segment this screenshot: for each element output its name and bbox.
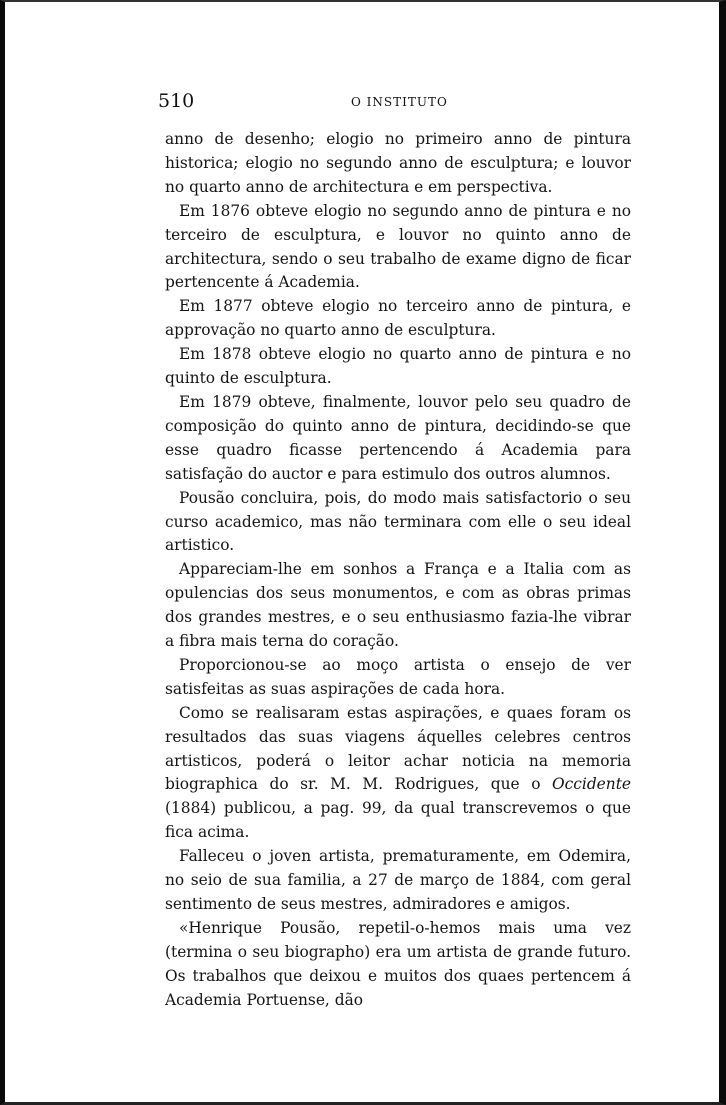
periodical-title: Occidente <box>552 775 631 794</box>
paragraph: Em 1878 obteve elogio no quarto anno de pintura e no quinto de esculptura. <box>165 345 631 388</box>
paragraph: anno de desenho; elogio no primeiro anno de pintura historica; elogio no segundo anno de esculptura; e louvor no quarto anno de architectura e em perspectiva. <box>165 130 631 196</box>
paragraph: Falleceu o joven artista, prematuramente, em Odemira, no seio de sua familia, a 27 de março de 1884, com geral sentimento de seus mestres, admiradores e amigos. <box>165 847 631 913</box>
body-text <box>165 128 631 1013</box>
paragraph: Proporcionou-se ao moço artista o ensejo de ver satisfeitas as suas aspirações de cada hora. <box>165 655 631 698</box>
paragraph: Em 1877 obteve elogio no terceiro anno de pintura, e approvação no quarto anno de esculptura. <box>165 297 631 340</box>
paragraph: Em 1879 obteve, finalmente, louvor pelo seu quadro de composição do quinto anno de pintura, decidindo-se que esse quadro ficasse pertencendo á Academia para satisfação do auctor e para estimulo dos outros alumnos. <box>165 392 631 483</box>
page-number: 510 <box>158 90 195 112</box>
paragraph: «Henrique Pousão, repetil-o-hemos mais uma vez (termina o seu biographo) era um artista de grande futuro. Os trabalhos que deixou e muitos dos quaes pertencem á Academia Portuense, dão <box>165 918 631 1009</box>
paragraph-text: Como se realisaram estas aspirações, e quaes foram os resultados das suas viagens áquelles celebres centros artisticos, poderá o leitor achar noticia na memoria biographica do sr. M. M. Rodrigues, que o <box>165 703 631 794</box>
paragraph <box>165 702 631 845</box>
paragraph-text: (1884) publicou, a pag. 99, da qual transcrevemos o que fica acima. <box>165 799 631 842</box>
running-head: O INSTITUTO <box>351 95 448 109</box>
paragraph: Em 1876 obteve elogio no segundo anno de pintura e no terceiro de esculptura, e louvor no quinto anno de architectura, sendo o seu trabalho de exame digno de ficar pertencente á Academia. <box>165 201 631 292</box>
paragraph: Pousão concluira, pois, do modo mais satisfactorio o seu curso academico, mas não terminara com elle o seu ideal artistico. <box>165 488 631 555</box>
page-header <box>158 90 638 114</box>
paragraph: Appareciam-lhe em sonhos a França e a Italia com as opulencias dos seus monumentos, e com as obras primas dos grandes mestres, e o seu enthusiasmo fazia-lhe vibrar a fibra mais terna do coração. <box>165 560 631 651</box>
